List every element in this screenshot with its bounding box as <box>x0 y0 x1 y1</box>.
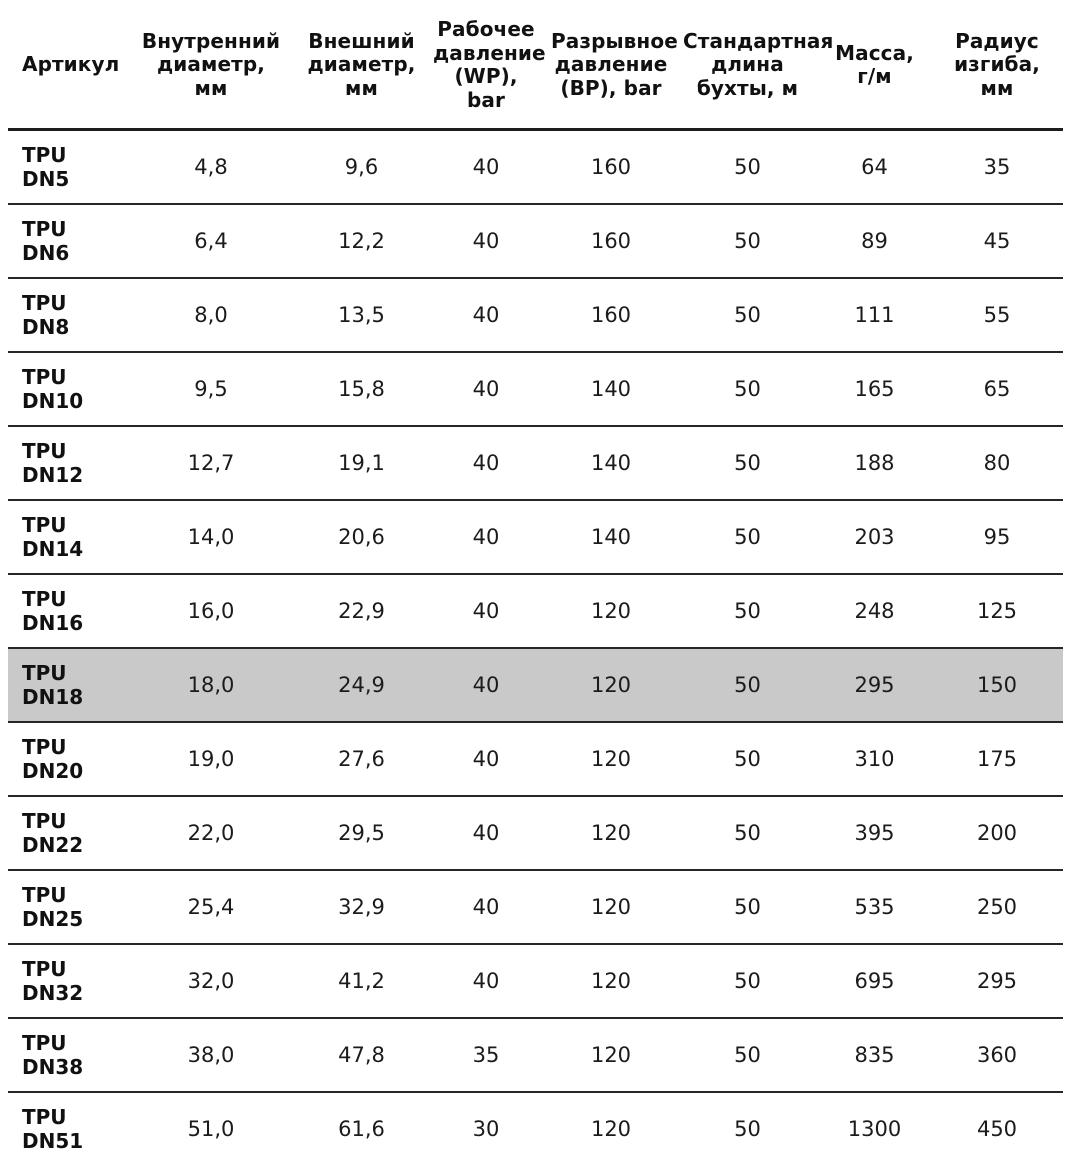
cell-outer-diameter: 24,9 <box>296 648 427 722</box>
cell-burst-pressure: 160 <box>545 204 677 278</box>
cell-burst-pressure: 120 <box>590 1117 632 1142</box>
cell-article: TPU DN32 <box>8 944 126 1018</box>
cell-mass: 295 <box>818 648 931 722</box>
table-row <box>8 796 1063 870</box>
table-row <box>8 944 1063 1018</box>
table-body <box>8 130 1063 1165</box>
cell-inner-diameter: 22,0 <box>126 796 296 870</box>
column-header-line: Радиус <box>955 28 1039 53</box>
cell-bend-radius: 450 <box>976 1117 1018 1142</box>
cell-mass: 695 <box>818 944 931 1018</box>
cell-inner-diameter: 9,5 <box>126 352 296 426</box>
column-header-2 <box>296 14 427 130</box>
column-header-line: Внутренний <box>141 28 281 53</box>
cell-coil-length: 50 <box>677 130 818 205</box>
cell-inner-diameter: 38,0 <box>126 1018 296 1092</box>
cell-mass: 248 <box>818 574 931 648</box>
cell-inner-diameter: 19,0 <box>126 722 296 796</box>
column-header-7 <box>931 14 1063 130</box>
column-header-line: давление <box>433 40 546 65</box>
cell-inner-diameter: 51,0 <box>187 1117 235 1142</box>
cell-inner-diameter: 4,8 <box>126 130 296 205</box>
cell-coil-length: 50 <box>677 426 818 500</box>
cell-article: TPU DN16 <box>8 574 126 648</box>
column-header-line: диаметр, <box>307 52 416 77</box>
cell-mass: 535 <box>818 870 931 944</box>
cell-outer-diameter: 61,6 <box>338 1117 385 1142</box>
column-header-line: г/м <box>857 64 892 89</box>
cell-burst-pressure: 140 <box>545 352 677 426</box>
cell-outer-diameter: 19,1 <box>296 426 427 500</box>
column-header-line: Артикул <box>22 52 120 77</box>
cell-bend-radius: 250 <box>931 870 1063 944</box>
table-row <box>8 130 1063 205</box>
column-header-line: длина <box>711 52 784 77</box>
cell-coil-length: 50 <box>677 500 818 574</box>
cell-outer-diameter: 29,5 <box>296 796 427 870</box>
cell-burst-pressure: 120 <box>545 722 677 796</box>
cell-working-pressure: 40 <box>427 796 545 870</box>
cell-bend-radius: 65 <box>931 352 1063 426</box>
cell-article: TPU DN20 <box>8 722 126 796</box>
cell-outer-diameter: 22,9 <box>296 574 427 648</box>
cell-bend-radius: 360 <box>931 1018 1063 1092</box>
table-header-row <box>8 14 1063 130</box>
column-header-6 <box>818 14 931 130</box>
table-row <box>8 574 1063 648</box>
cell-article: TPU DN6 <box>8 204 126 278</box>
table-row <box>8 278 1063 352</box>
column-header-4 <box>545 14 677 130</box>
cell-working-pressure: 35 <box>427 1018 545 1092</box>
column-header-line: изгиба, <box>954 52 1040 77</box>
cell-article: TPU DN51 <box>22 1105 84 1154</box>
cell-bend-radius: 175 <box>931 722 1063 796</box>
cell-article: TPU DN14 <box>8 500 126 574</box>
column-header-line: диаметр, <box>157 52 265 77</box>
cell-mass: 111 <box>818 278 931 352</box>
cell-burst-pressure: 120 <box>545 796 677 870</box>
cell-working-pressure: 40 <box>427 278 545 352</box>
cell-coil-length: 50 <box>677 1018 818 1092</box>
cell-bend-radius: 35 <box>931 130 1063 205</box>
column-header-line: Масса, <box>835 40 914 65</box>
table-row <box>8 204 1063 278</box>
cell-working-pressure: 40 <box>427 944 545 1018</box>
column-header-1 <box>126 14 296 130</box>
cell-mass: 395 <box>818 796 931 870</box>
cell-burst-pressure: 120 <box>545 870 677 944</box>
cell-coil-length: 50 <box>677 722 818 796</box>
table-row <box>8 426 1063 500</box>
cell-outer-diameter: 32,9 <box>296 870 427 944</box>
cell-outer-diameter: 47,8 <box>296 1018 427 1092</box>
cell-bend-radius: 80 <box>931 426 1063 500</box>
cell-coil-length: 50 <box>677 574 818 648</box>
table-row <box>8 722 1063 796</box>
cell-bend-radius: 55 <box>931 278 1063 352</box>
cell-outer-diameter: 12,2 <box>296 204 427 278</box>
cell-bend-radius: 200 <box>931 796 1063 870</box>
cell-inner-diameter: 12,7 <box>126 426 296 500</box>
column-header-5 <box>677 14 834 130</box>
cell-coil-length: 50 <box>734 1117 761 1142</box>
cell-working-pressure: 40 <box>427 352 545 426</box>
table-row <box>8 870 1063 944</box>
column-header-line: Рабочее <box>437 17 535 41</box>
cell-inner-diameter: 18,0 <box>126 648 296 722</box>
cell-outer-diameter: 15,8 <box>296 352 427 426</box>
cell-working-pressure: 40 <box>427 130 545 205</box>
column-header-line: (BP), bar <box>560 75 662 100</box>
column-header-line: мм <box>345 75 378 100</box>
cell-article: TPU DN10 <box>8 352 126 426</box>
cell-outer-diameter: 13,5 <box>296 278 427 352</box>
cell-mass: 89 <box>818 204 931 278</box>
cell-mass: 188 <box>818 426 931 500</box>
cell-coil-length: 50 <box>677 648 818 722</box>
cell-burst-pressure: 140 <box>545 500 677 574</box>
specification-table <box>8 14 1063 1165</box>
cell-working-pressure: 30 <box>472 1117 500 1142</box>
cell-bend-radius: 150 <box>931 648 1063 722</box>
cell-coil-length: 50 <box>677 278 818 352</box>
cell-article: TPU DN38 <box>8 1018 126 1092</box>
cell-coil-length: 50 <box>677 796 818 870</box>
cell-mass: 203 <box>818 500 931 574</box>
cell-bend-radius: 125 <box>931 574 1063 648</box>
column-header-3 <box>427 14 545 130</box>
column-header-line: (WP), bar <box>454 64 518 112</box>
column-header-line: Разрывное <box>551 28 678 53</box>
table-row <box>8 648 1063 722</box>
cell-coil-length: 50 <box>677 204 818 278</box>
table-row <box>8 352 1063 426</box>
cell-burst-pressure: 160 <box>545 130 677 205</box>
cell-article: TPU DN8 <box>8 278 126 352</box>
table-row <box>8 1018 1063 1092</box>
cell-burst-pressure: 140 <box>545 426 677 500</box>
cell-mass: 310 <box>818 722 931 796</box>
cell-burst-pressure: 120 <box>545 944 677 1018</box>
cell-burst-pressure: 120 <box>545 648 677 722</box>
column-header-0 <box>8 14 126 130</box>
cell-bend-radius: 45 <box>931 204 1063 278</box>
cell-inner-diameter: 16,0 <box>126 574 296 648</box>
table-header <box>8 14 1063 130</box>
cell-inner-diameter: 14,0 <box>126 500 296 574</box>
cell-burst-pressure: 160 <box>545 278 677 352</box>
cell-article: TPU DN5 <box>8 130 126 205</box>
table-row <box>8 500 1063 574</box>
cell-inner-diameter: 8,0 <box>126 278 296 352</box>
column-header-line: мм <box>980 75 1014 100</box>
cell-coil-length: 50 <box>677 352 818 426</box>
cell-inner-diameter: 25,4 <box>126 870 296 944</box>
cell-working-pressure: 40 <box>427 426 545 500</box>
cell-bend-radius: 95 <box>931 500 1063 574</box>
cell-inner-diameter: 6,4 <box>126 204 296 278</box>
cell-coil-length: 50 <box>677 870 818 944</box>
cell-outer-diameter: 41,2 <box>296 944 427 1018</box>
cell-working-pressure: 40 <box>427 574 545 648</box>
cell-coil-length: 50 <box>677 944 818 1018</box>
specification-sheet <box>0 14 1071 1154</box>
cell-mass: 165 <box>818 352 931 426</box>
cell-outer-diameter: 27,6 <box>296 722 427 796</box>
cell-outer-diameter: 9,6 <box>296 130 427 205</box>
column-header-line: давление <box>554 52 668 77</box>
column-header-line: мм <box>194 75 228 100</box>
cell-working-pressure: 40 <box>427 870 545 944</box>
cell-article: TPU DN25 <box>8 870 126 944</box>
cell-working-pressure: 40 <box>427 204 545 278</box>
cell-inner-diameter: 32,0 <box>126 944 296 1018</box>
cell-working-pressure: 40 <box>427 648 545 722</box>
cell-article: TPU DN22 <box>8 796 126 870</box>
cell-article: TPU DN12 <box>8 426 126 500</box>
column-header-line: Внешний <box>308 28 415 53</box>
cell-burst-pressure: 120 <box>545 1018 677 1092</box>
cell-bend-radius: 295 <box>931 944 1063 1018</box>
cell-working-pressure: 40 <box>427 722 545 796</box>
cell-mass: 64 <box>818 130 931 205</box>
table-row <box>8 1092 1063 1165</box>
cell-outer-diameter: 20,6 <box>296 500 427 574</box>
column-header-line: бухты, м <box>696 75 799 100</box>
cell-working-pressure: 40 <box>427 500 545 574</box>
cell-burst-pressure: 120 <box>545 574 677 648</box>
cell-article: TPU DN18 <box>8 648 126 722</box>
cell-mass: 1300 <box>847 1117 902 1142</box>
column-header-line: Стандартная <box>683 28 834 53</box>
cell-mass: 835 <box>818 1018 931 1092</box>
